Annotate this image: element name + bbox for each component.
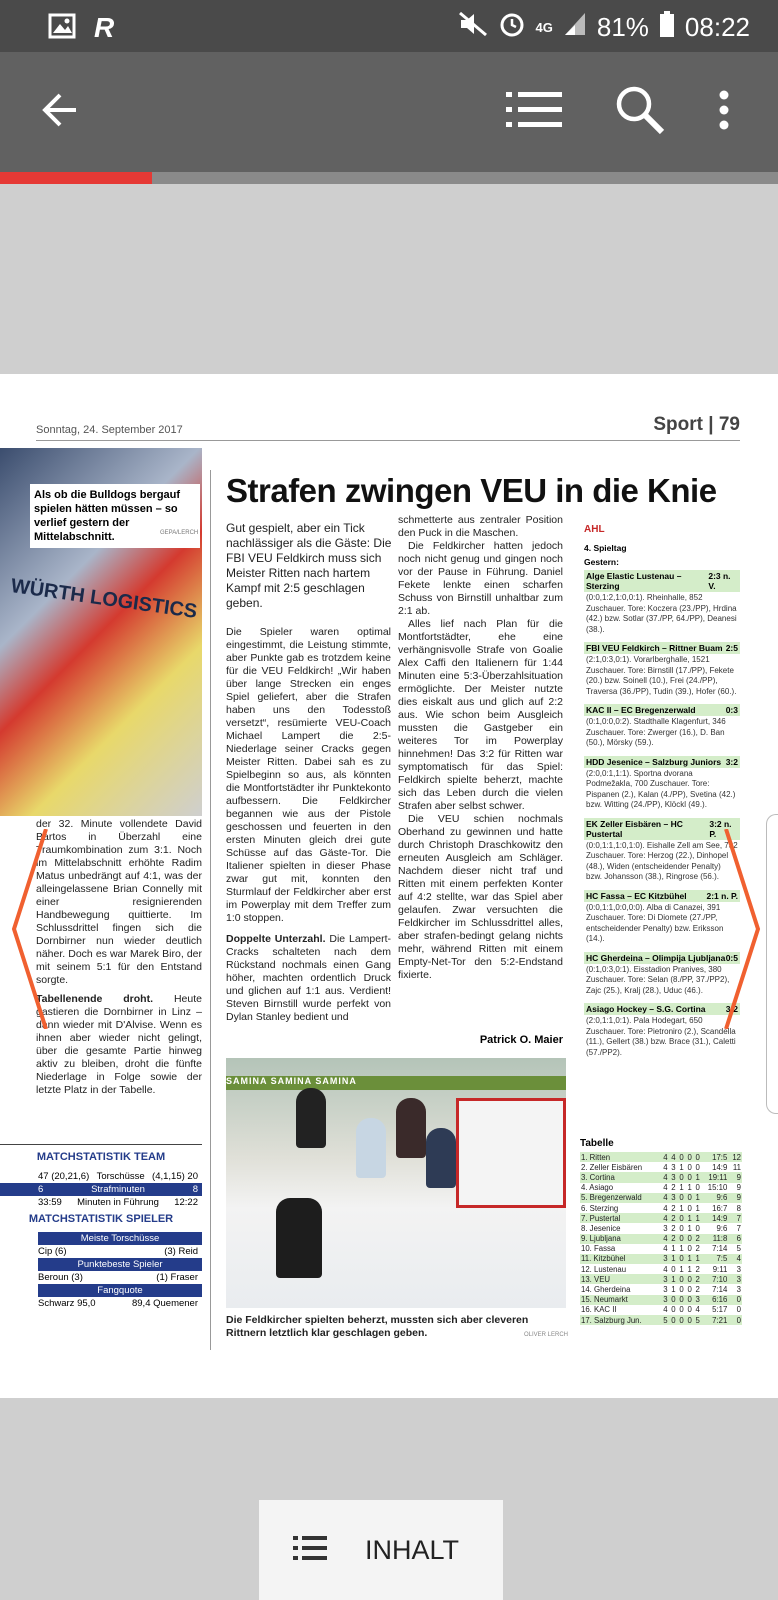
game-result: [584, 1003, 740, 1059]
game-details: (2:0,1:1,0:1). Pala Hodegart, 650 Zuschauer. Tore: Pietroniro (2.), Scandella (11.), Gellert (38.) bzw. Brace (31.), Caletti (57./PP2).: [586, 1016, 736, 1057]
team-stat-home: 47 (20,21,6): [38, 1171, 90, 1182]
game-result: [584, 818, 740, 884]
table-cell: 4: [660, 1234, 668, 1244]
shots-right: (3) Reid: [164, 1246, 198, 1257]
table-cell: 0: [693, 1152, 701, 1162]
next-page-chevron-icon[interactable]: [722, 829, 762, 1029]
game-teams: KAC II – EC Bregenzerwald: [586, 705, 696, 715]
table-row: [580, 1295, 742, 1305]
table-cell: 0: [677, 1152, 685, 1162]
gallery-icon: [48, 13, 76, 44]
contents-button[interactable]: [259, 1500, 503, 1600]
table-cell: 3: [660, 1295, 668, 1305]
table-cell: 3: [736, 1285, 741, 1295]
game-score: 3:2 n. P.: [709, 818, 732, 839]
newspaper-page[interactable]: [0, 374, 778, 1398]
table-cell: 2: [671, 1183, 676, 1193]
team-stats-rows: [0, 1170, 202, 1209]
table-cell: 0: [671, 1305, 676, 1315]
team-stat-label: Minuten in Führung: [77, 1197, 159, 1208]
photo1-caption: Als ob die Bulldogs bergauf spielen hätten müssen – so verlief gestern der Mittelabschnitt.: [30, 484, 200, 548]
table-cell: 0: [671, 1264, 676, 1274]
game-details: (0:1,0:0,0:2). Stadthalle Klagenfurt, 346 Zuschauer. Tore: Zwerger (16.), D. Ban (50.), Mörsky (59.).: [586, 717, 726, 747]
col2-paragraph-1: Die Spieler waren optimal eingestimmt, die Leistung stimmte, aber Punkte gab es trotzdem keine für die VEU Feldkirch! „Wir haben über lange Strecken ein enges Spiel geliefert, aber die Strafen haben uns den Todesstoß versetzt“, resümierte VEU-Coach Michael Lampert die 2:5-Niederlage seiner Cracks gegen Meister Ritten. Dabei sah es zu Spielbeginn so aus, als könnten die Montfortstädter ihr Punktekonto aufbessern. Die Feldkircher begannen wie aus der Pistole geschossen und feuerten in den ersten Minuten gleich drei gute Schüsse auf das Gäste-Tor. Die Italiener spielten in dieser Phase zwar gut mit, konnten den Sturmlauf der Feldkircher aber erst im Powerplay mit dem Treffer zum 1:0 stoppen.: [226, 626, 391, 924]
col2-paragraph-2-text: Die Lampert-Cracks schalteten nach dem Rückstand nochmals einen Gang höher, machten ordentlich Druck und glichen auf 1:1 aus. Verdient! Steven Birnstill wurde perfekt von Dylan Stanley bedient und: [226, 933, 392, 1023]
fang-label: Fangquote: [38, 1284, 202, 1297]
signal-icon: [563, 11, 587, 44]
game-score: 0:3: [725, 705, 738, 715]
col1-paragraph-2-text: Heute gastieren die Dornbirner in Linz – dann wieder mit D'Alvise. Wenn es ihnen aber wieder nicht gelingt, über die gesamte Partie hinweg aktiv zu bleiben, droht die fünfte Niederlage in Folge sowie der letzte Platz in der Tabelle.: [36, 993, 202, 1096]
table-cell: 0: [695, 1183, 700, 1193]
network-type: 4G: [535, 20, 553, 35]
table-row: [580, 1254, 742, 1264]
table-cell: 9: [728, 1172, 742, 1182]
article-teaser: Gut gespielt, aber ein Tick nachlässiger als die Gäste: Die FBI VEU Feldkirch muss sich Meister Ritten nach hartem Kampf mit 2:5 geschlagen geben.: [226, 521, 392, 610]
table-cell: 0: [695, 1162, 700, 1172]
results-list: [584, 570, 740, 1065]
table-cell: 11: [732, 1162, 741, 1172]
shots-left: Cip (6): [38, 1246, 67, 1257]
game-details: (0:1,0:3,0:1). Eisstadion Pranives, 380 Zuschauer. Tore: Selan (8./PP, 37./PP2), Zajc (25.), Kralj (28.), Uduc (46.).: [586, 964, 730, 995]
points-row: [0, 1271, 202, 1284]
table-cell: 9: [728, 1193, 742, 1203]
team-stat-row: [0, 1183, 202, 1196]
article-column-middle: [226, 626, 391, 1024]
back-arrow-icon[interactable]: [40, 90, 80, 135]
game-header: [584, 704, 740, 716]
col2-paragraph-2: [226, 933, 391, 1024]
game-details: (0:0,1:2,1:0,0:1). Rheinhalle, 852 Zuschauer. Tore: Koczera (23./PP), Hrdina (42.) bzw. Sotlar (37./PP, 64./PP), Deanesi (38.).: [586, 593, 737, 634]
game-result: [584, 642, 740, 698]
table-row: [580, 1315, 742, 1325]
table-cell: 0: [685, 1274, 693, 1284]
table-cell: 2: [671, 1223, 676, 1233]
table-cell: 1: [693, 1172, 701, 1182]
table-cell: 1: [687, 1223, 692, 1233]
team-stat-away: 12:22: [174, 1197, 198, 1208]
game-result: [584, 756, 740, 812]
table-cell: 0: [695, 1223, 700, 1233]
table-cell: 0: [679, 1305, 684, 1315]
game-details: (0:0,1:1,1:0,1:0). Eishalle Zell am See, 732 Zuschauer. Tore: Herzog (22.), Dinhopel (48.), Widen (entscheidender Penalty) bzw. Johansson (38.), Ringrose (56.).: [586, 840, 738, 881]
table-cell: 2: [671, 1203, 676, 1213]
table-cell: 0: [728, 1315, 742, 1325]
table-cell: 0: [685, 1315, 693, 1325]
table-cell: 0: [677, 1172, 685, 1182]
team-stat-home: 6: [38, 1184, 44, 1195]
photo2-caption: Die Feldkircher spielten beherzt, mussten sich aber cleveren Rittnern letztlich klar geschlagen geben.: [226, 1314, 529, 1339]
table-cell: 9: [736, 1183, 741, 1193]
fang-left: Schwarz 95,0: [38, 1298, 96, 1309]
game-details: (0:0,1:1,0:0,0:0). Alba di Canazei, 391 Zuschauer. Tore: Di Diomete (27./PP, entscheidender Penalty) bzw. Eriksson (14.).: [586, 902, 724, 943]
table-row: [580, 1284, 742, 1294]
game-teams: EK Zeller Eisbären – HC Pustertal: [586, 818, 683, 839]
table-cell: 3: [693, 1295, 701, 1305]
table-row: [580, 1172, 742, 1182]
col3-paragraph-3: Alles lief nach Plan für die Montfortstädter, ehe eine verhängnisvolle Strafe von Goalie Alex Caffi den Italienern für 1:44 Minuten eine 5:3-Überzahlsituation ermöglichte. Der Meister nutzte dies eiskalt aus und glich auf 2:2 aus. Wie schon beim Ausgleich mussten die Gastgeber ein weiteres Tor im Powerplay hinnehmen! Das 3:2 für Ritten war symptomatisch für das Spiel: Feldkirch spielte beherzt, machte sich das Leben durch die vielen Strafen aber selbst schwer.: [398, 618, 563, 812]
table-cell: 1: [693, 1254, 701, 1264]
table-cell: 1: [669, 1254, 677, 1264]
game-details: (2:1,0:3,0:1). Vorarlberghalle, 1521 Zuschauer. Tore: Birnstill (17./PP), Fekete (20.) bzw. Soinell (10.), Frei (24./PP), Traversa (36./PP), Tudin (39.), Hofer (60.).: [586, 655, 737, 696]
table-row: [580, 1213, 742, 1223]
table-row: [580, 1223, 742, 1233]
table-cell: 4: [660, 1152, 668, 1162]
reading-progress-bar: [0, 172, 778, 184]
table-cell: 14:9: [712, 1162, 728, 1172]
game-score: 2:3 n. V.: [708, 571, 731, 591]
list-view-icon[interactable]: [506, 90, 562, 135]
table-team: 15. Neumarkt: [580, 1295, 660, 1305]
table-cell: 3: [660, 1254, 668, 1264]
game-result: [584, 570, 740, 636]
player-stats-title: MATCHSTATISTIK SPIELER: [28, 1213, 174, 1225]
table-team: 3. Cortina: [580, 1172, 660, 1182]
points-label: Punktebeste Spieler: [38, 1258, 202, 1271]
player-shape: [356, 1118, 386, 1178]
table-cell: 1: [679, 1244, 684, 1254]
table-cell: 2: [695, 1244, 700, 1254]
game-score: 3:2: [725, 756, 738, 767]
table-cell: 0: [677, 1295, 685, 1305]
table-cell: 5: [736, 1244, 741, 1254]
col3-paragraph-1: schmetterte aus zentraler Position den Puck in die Maschen.: [398, 514, 563, 539]
table-cell: 0: [669, 1315, 677, 1325]
table-cell: 1: [679, 1162, 684, 1172]
game-result: [584, 952, 740, 998]
column-divider: [210, 470, 211, 1350]
table-cell: 3: [736, 1264, 741, 1274]
table-cell: 4: [663, 1305, 668, 1315]
game-result: [584, 890, 740, 946]
status-bar: [0, 0, 778, 52]
table-team: 8. Jesenice: [581, 1223, 621, 1233]
table-cell: 11:8: [701, 1234, 728, 1244]
table-cell: 7:21: [701, 1315, 728, 1325]
previous-page-chevron-icon[interactable]: [10, 829, 50, 1029]
hockey-photo-main: [226, 1058, 566, 1308]
table-cell: 5: [693, 1315, 701, 1325]
yesterday-label: Gestern:: [584, 557, 619, 567]
table-cell: 0: [728, 1295, 742, 1305]
shots-row: [0, 1245, 202, 1258]
game-header: [584, 890, 740, 902]
col3-paragraph-4: Die VEU schien nochmals Oberhand zu gewinnen und hatte durch Christoph Draschkowitz den erneuten Ausgleich am Schläger. Nachdem dieser nicht traf und Ritten mit einem perfekten Konter auf 4:2 stellte, war das Spiel aber gelaufen. Zwar versuchten die Feldkircher im Schlussdrittel alles, aber strafen-bedingt gelang nichts mehr, während Ritten mit einem Empty-Net-Tor den 5:2-Endstand fixierte.: [398, 813, 563, 981]
table-cell: 1: [685, 1213, 693, 1223]
app-bar: [0, 52, 778, 172]
col2-subheading: Doppelte Unterzahl.: [226, 933, 326, 945]
next-page-edge[interactable]: [766, 814, 778, 1114]
matchday-label: 4. Spieltag: [584, 543, 627, 553]
battery-icon: [659, 10, 675, 45]
table-row: [580, 1264, 742, 1274]
table-cell: 1: [679, 1264, 684, 1274]
table-cell: 7: [728, 1213, 742, 1223]
table-cell: 4: [663, 1264, 668, 1274]
game-teams: FBI VEU Feldkirch – Rittner Buam: [586, 643, 723, 653]
fang-right: 89,4 Quemener: [131, 1298, 198, 1309]
clock: 08:22: [684, 12, 750, 42]
table-cell: 0: [677, 1193, 685, 1203]
table-cell: 0: [685, 1193, 693, 1203]
table-team: 5. Bregenzerwald: [580, 1193, 660, 1203]
table-team: 9. Ljubljana: [580, 1234, 660, 1244]
table-cell: 1: [687, 1264, 692, 1274]
table-cell: 2: [669, 1234, 677, 1244]
table-row: [580, 1244, 742, 1254]
table-cell: 5: [660, 1315, 668, 1325]
table-cell: 7:14: [712, 1244, 728, 1254]
table-cell: 0: [685, 1295, 693, 1305]
article-column-left: [36, 818, 202, 1099]
table-cell: 2: [693, 1274, 701, 1284]
col1-subheading: Tabellenende droht.: [36, 993, 154, 1005]
table-cell: 3: [663, 1223, 668, 1233]
table-row: [580, 1193, 742, 1203]
table-cell: 1: [695, 1203, 700, 1213]
article-author: Patrick O. Maier: [479, 1034, 563, 1046]
points-left: Beroun (3): [38, 1272, 83, 1283]
more-options-icon[interactable]: [718, 90, 730, 135]
table-cell: 0: [677, 1274, 685, 1284]
table-cell: 4: [663, 1203, 668, 1213]
table-cell: 4: [663, 1162, 668, 1172]
table-team: 17. Salzburg Jun.: [580, 1315, 660, 1325]
table-cell: 4: [695, 1305, 700, 1315]
team-stat-label: Torschüsse: [96, 1171, 145, 1182]
table-cell: 4: [663, 1244, 668, 1254]
table-cell: 1: [671, 1244, 676, 1254]
table-cell: 6:16: [701, 1295, 728, 1305]
table-cell: 0: [677, 1213, 685, 1223]
table-cell: 4: [660, 1213, 668, 1223]
battery-percent: 81%: [596, 12, 649, 42]
table-cell: 0: [687, 1244, 692, 1254]
table-cell: 4: [663, 1183, 668, 1193]
game-teams: Asiago Hockey – S.G. Cortina: [586, 1004, 706, 1014]
game-score: 0:5: [725, 952, 738, 963]
photo2-banner: SAMINA SAMINA SAMINA: [226, 1076, 566, 1090]
contents-button-label: INHALT: [365, 1534, 460, 1565]
player-shape: [426, 1128, 456, 1188]
alarm-icon: [498, 10, 526, 45]
table-row: [580, 1274, 742, 1284]
team-stat-away: 8: [192, 1184, 198, 1195]
table-row: [580, 1162, 742, 1172]
table-row: [580, 1203, 742, 1213]
table-cell: 6: [728, 1234, 742, 1244]
table-team: 10. Fassa: [581, 1244, 616, 1254]
table-cell: 7:10: [701, 1274, 728, 1284]
table-cell: 5:17: [712, 1305, 728, 1315]
table-cell: 15:10: [707, 1183, 728, 1193]
photo1-credit: GEPA/LERCH: [160, 530, 199, 536]
article-headline: Strafen zwingen VEU in die Knie: [226, 472, 717, 509]
table-cell: 1: [693, 1193, 701, 1203]
game-header: [584, 818, 740, 840]
table-cell: 9:6: [701, 1193, 728, 1203]
table-cell: 12: [728, 1152, 742, 1162]
table-cell: 0: [685, 1152, 693, 1162]
game-header: [584, 570, 740, 592]
table-row: [580, 1234, 742, 1244]
table-cell: 16:7: [712, 1203, 728, 1213]
table-cell: 0: [687, 1285, 692, 1295]
matchday-heading: [584, 542, 627, 568]
table-cell: 7:5: [701, 1254, 728, 1264]
table-cell: 2: [669, 1213, 677, 1223]
table-cell: 0: [677, 1234, 685, 1244]
page-date: Sonntag, 24. September 2017: [36, 424, 183, 436]
table-cell: 0: [687, 1203, 692, 1213]
game-header: [584, 642, 740, 654]
table-row: [580, 1305, 742, 1315]
photo2-credit: OLIVER LERCH: [524, 1332, 569, 1338]
game-teams: HC Fassa – EC Kitzbühel: [586, 890, 687, 901]
table-cell: 3: [669, 1172, 677, 1182]
reading-progress-fill: [0, 172, 152, 184]
table-cell: 0: [669, 1295, 677, 1305]
hockey-goal: [456, 1098, 566, 1208]
table-team: 12. Lustenau: [581, 1264, 627, 1274]
table-team: 1. Ritten: [580, 1152, 660, 1162]
player-shape: [296, 1088, 326, 1148]
table-cell: 1: [693, 1213, 701, 1223]
table-team: 2. Zeller Eisbären: [581, 1162, 643, 1172]
team-stat-row: [0, 1170, 202, 1183]
table-cell: 0: [685, 1172, 693, 1182]
team-stat-away: (4,1,15) 20: [152, 1171, 198, 1182]
table-cell: 2: [695, 1285, 700, 1295]
table-cell: 1: [685, 1254, 693, 1264]
table-cell: 8: [736, 1203, 741, 1213]
match-stats-box: [0, 1144, 202, 1310]
table-cell: 14:9: [701, 1213, 728, 1223]
table-team: 16. KAC II: [581, 1305, 617, 1315]
shots-label: Meiste Torschüsse: [38, 1232, 202, 1245]
table-team: 11. Kitzbühel: [580, 1254, 660, 1264]
menu-list-icon: [293, 1535, 327, 1566]
table-cell: 0: [679, 1223, 684, 1233]
player-shape: [396, 1098, 426, 1158]
league-title: AHL: [584, 524, 605, 535]
table-cell: 1: [679, 1183, 684, 1193]
standings-table: [580, 1152, 742, 1325]
hockey-photo-left: [0, 448, 202, 816]
col3-paragraph-2: Die Feldkircher hatten jedoch noch nicht genug und gingen noch vor der Pause in Führung. Daniel Fekete lenkte einen scharfen Schuss von Birnstill unhaltbar zum 2:1 ab.: [398, 540, 563, 617]
table-cell: 2: [693, 1234, 701, 1244]
player-shape: [276, 1198, 322, 1278]
table-cell: 2: [695, 1264, 700, 1274]
table-cell: 9:6: [716, 1223, 728, 1233]
game-header: [584, 756, 740, 768]
table-cell: 0: [687, 1305, 692, 1315]
table-team: 6. Sterzing: [581, 1203, 619, 1213]
table-cell: 1: [671, 1285, 676, 1295]
team-stats-title: MATCHSTATISTIK TEAM: [36, 1151, 166, 1163]
page-section: Sport | 79: [653, 414, 740, 435]
table-cell: 7:14: [712, 1285, 728, 1295]
game-score: 2:1 n. P.: [706, 890, 738, 901]
table-cell: 3: [671, 1162, 676, 1172]
table-cell: 0: [677, 1254, 685, 1264]
table-cell: 4: [669, 1152, 677, 1162]
stats-divider: [0, 1144, 202, 1145]
team-stat-home: 33:59: [38, 1197, 62, 1208]
table-team: 4. Asiago: [581, 1183, 614, 1193]
game-score: 3:2: [725, 1004, 738, 1014]
ad-board-text: WÜRTH LOGISTICS: [9, 575, 199, 623]
article-column-right: [398, 514, 563, 982]
game-details: (2:0,0:1,1:1). Sportna dvorana Podmežakla, 700 Zuschauer. Tore: Pispanen (2.), Kalan (4./PP), Svetina (42.) bzw. Witting (24./PP), Klöckl (49.).: [586, 768, 736, 809]
table-cell: 0: [736, 1305, 741, 1315]
game-score: 2:5: [725, 643, 738, 653]
table-cell: 1: [669, 1274, 677, 1284]
game-result: [584, 704, 740, 750]
table-cell: 4: [660, 1193, 668, 1203]
table-row: [580, 1183, 742, 1193]
table-cell: 0: [679, 1285, 684, 1295]
table-cell: 1: [687, 1183, 692, 1193]
table-row: [580, 1152, 742, 1162]
table-cell: 3: [660, 1274, 668, 1284]
table-cell: 3: [728, 1274, 742, 1284]
table-cell: 1: [679, 1203, 684, 1213]
team-stat-row: [0, 1196, 202, 1209]
game-header: [584, 952, 740, 964]
table-team: 13. VEU: [580, 1274, 660, 1284]
table-team: 14. Gherdeina: [581, 1285, 631, 1295]
table-cell: 17:5: [701, 1152, 728, 1162]
table-cell: 0: [677, 1315, 685, 1325]
table-cell: 0: [687, 1162, 692, 1172]
table-team: 7. Pustertal: [580, 1213, 660, 1223]
game-header: [584, 1003, 740, 1015]
standings-title: Tabelle: [580, 1138, 614, 1149]
header-divider: [36, 440, 740, 441]
table-cell: 9:11: [712, 1264, 728, 1274]
game-teams: HDD Jesenice – Salzburg Juniors: [586, 756, 722, 767]
table-cell: 19:11: [701, 1172, 728, 1182]
game-teams: Alge Elastic Lustenau – Sterzing: [586, 571, 682, 591]
points-right: (1) Fraser: [156, 1272, 198, 1283]
search-icon[interactable]: [614, 84, 666, 141]
fang-row: [0, 1297, 202, 1310]
team-stat-label: Strafminuten: [91, 1184, 145, 1195]
table-cell: 4: [660, 1172, 668, 1182]
col1-paragraph-2: [36, 993, 202, 1097]
table-cell: 3: [663, 1285, 668, 1295]
table-cell: 0: [685, 1234, 693, 1244]
mute-icon: [458, 11, 488, 44]
table-cell: 3: [669, 1193, 677, 1203]
app-r-icon: R: [94, 12, 115, 43]
table-cell: 7: [736, 1223, 741, 1233]
table-cell: 4: [728, 1254, 742, 1264]
col1-paragraph: der 32. Minute vollendete David Bartos in Überzahl eine Traumkombination zum 3:1. Noch im Mittelabschnitt erhöhte Radim Matus unbedrängt auf 4:1, was der alleingelassene Brian Connelly mit einer resignierenden Handbewegung quittierte. Im Schlussdrittel fingen sich die Dornbirner nun wieder deutlich näher. Doch es war Marek Biro, der mit seinem 5:1 für den Entstand sorgte.: [36, 818, 202, 986]
game-teams: HC Gherdeina – Olimpija Ljubljana: [586, 952, 726, 963]
